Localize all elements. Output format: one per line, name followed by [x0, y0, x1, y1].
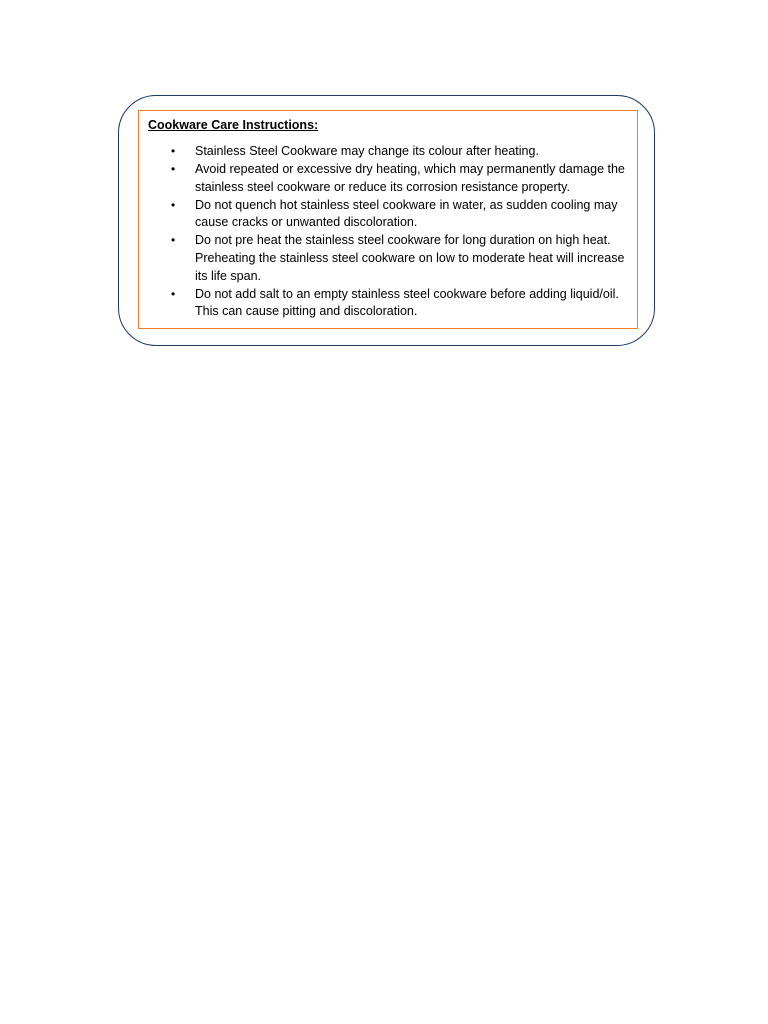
list-item — [148, 232, 627, 285]
list-item-text: Stainless Steel Cookware may change its colour after heating. — [195, 144, 539, 158]
list-item — [148, 197, 627, 232]
list-item-text: Do not pre heat the stainless steel cookware for long duration on high heat. Preheating the stainless steel cookware on low to moderate heat will increase its life span. — [195, 233, 625, 283]
list-item — [148, 161, 627, 196]
bullet-icon: • — [171, 233, 176, 248]
list-item-text: Avoid repeated or excessive dry heating, which may permanently damage the stainless steel cookware or reduce its corrosion resistance property. — [195, 162, 625, 194]
bullet-icon: • — [171, 162, 176, 177]
care-instructions-box — [138, 110, 638, 329]
list-item-text: Do not add salt to an empty stainless steel cookware before adding liquid/oil. This can cause pitting and discoloration. — [195, 286, 619, 319]
care-instructions-list — [148, 143, 627, 321]
bullet-icon: • — [171, 286, 176, 301]
bullet-icon: • — [171, 144, 176, 158]
bullet-icon: • — [171, 197, 176, 212]
care-instructions-heading: Cookware Care Instructions: — [148, 118, 319, 132]
list-item — [148, 143, 627, 161]
list-item — [148, 286, 627, 321]
list-item-text: Do not quench hot stainless steel cookware in water, as sudden cooling may cause cracks or unwanted discoloration. — [195, 197, 618, 230]
